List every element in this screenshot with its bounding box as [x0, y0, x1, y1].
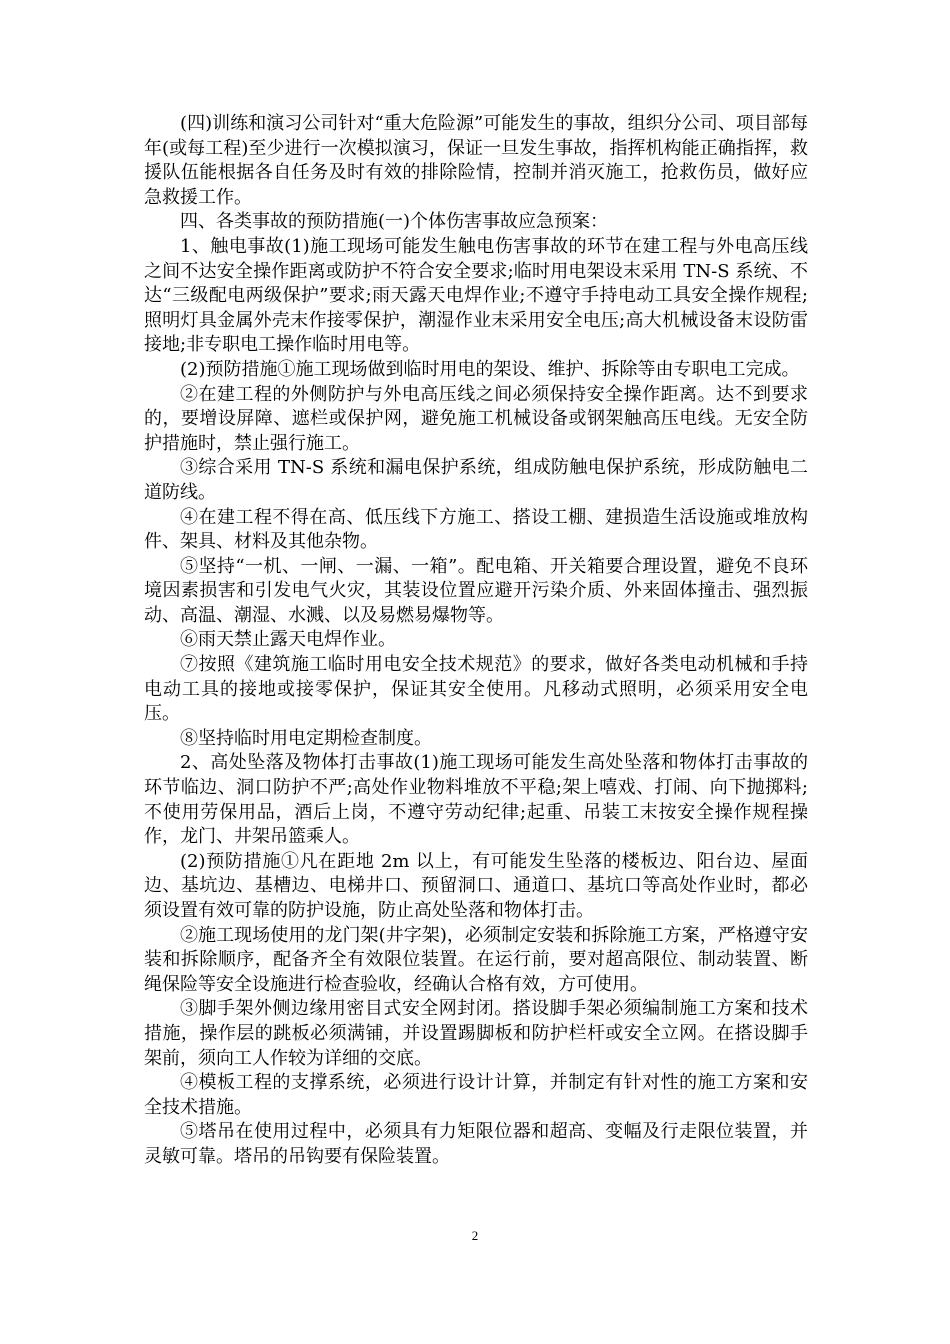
paragraph: (2)预防措施①凡在距地 2m 以上，有可能发生坠落的楼板边、阳台边、屋面边、基坑边、基槽边、电梯井口、预留洞口、通道口、基坑口等高处作业时，都必须设置有效可靠的防护设施，防止高处坠落和物体打击。 — [144, 850, 808, 921]
paragraph: ②施工现场使用的龙门架(井字架)，必须制定安装和拆除施工方案，严格遵守安装和拆除顺序，配备齐全有效限位装置。在运行前，要对超高限位、制动装置、断绳保险等安全设施进行检查验收，经确认合格有效，方可使用。 — [144, 924, 808, 995]
paragraph: ⑤坚持“一机、一闸、一漏、一箱”。配电箱、开关箱要合理设置，避免不良环境因素损害和引发电气火灾，其装设位置应避开污染介质、外来固体撞击、强烈振动、高温、潮湿、水溅、以及易燃易爆物等。 — [144, 555, 808, 626]
page-number: 2 — [471, 1228, 479, 1243]
paragraph: ⑤塔吊在使用过程中，必须具有力矩限位器和超高、变幅及行走限位装置，并灵敏可靠。塔吊的吊钩要有保险装置。 — [144, 1121, 808, 1167]
paragraph: 1、触电事故(1)施工现场可能发生触电伤害事故的环节在建工程与外电高压线之间不达安全操作距离或防护不符合安全要求;临时用电架设末采用 TN-S 系统、不达“三级配电两级保护”要求;雨天露天电焊作业;不遵守手持电动工具安全操作规程;照明灯具金属外壳末作接零保护，潮湿作业末采用安全电压;高大机械设备末设防雷接地;非专职电工操作临时用电等。 — [144, 235, 808, 356]
paragraph: ③综合采用 TN-S 系统和漏电保护系统，组成防触电保护系统，形成防触电二道防线。 — [144, 457, 808, 503]
paragraph: (四)训练和演习公司针对“重大危险源”可能发生的事故，组织分公司、项目部每年(或每工程)至少进行一次模拟演习，保证一旦发生事故，指挥机构能正确指挥，救援队伍能根据各自任务及时有效的排除险情，控制并消灭施工，抢救伤员，做好应急救援工作。 — [144, 113, 808, 208]
paragraph: ③脚手架外侧边缘用密目式安全网封闭。搭设脚手架必须编制施工方案和技术措施，操作层的跳板必须满铺，并设置踢脚板和防护栏杆或安全立网。在搭设脚手架前，须向工人作较为详细的交底。 — [144, 998, 808, 1069]
paragraph: 四、各类事故的预防措施(一)个体伤害事故应急预案： — [180, 211, 609, 233]
paragraph: 2、高处坠落及物体打击事故(1)施工现场可能发生高处坠落和物体打击事故的环节临边、洞口防护不严;高处作业物料堆放不平稳;架上嘻戏、打闹、向下抛掷料;不使用劳保用品，酒后上岗，不遵守劳动纪律;起重、吊装工末按安全操作规程操作，龙门、井架吊篮乘人。 — [144, 752, 808, 848]
paragraph: ②在建工程的外侧防护与外电高压线之间必须保持安全操作距离。达不到要求的，要增设屏障、遮栏或保护网，避免施工机械设备或钢架触高压电线。无安全防护措施时，禁止强行施工。 — [144, 383, 808, 454]
document-body — [144, 112, 808, 1170]
paragraph: (2)预防措施①施工现场做到临时用电的架设、维护、拆除等由专职电工完成。 — [180, 358, 800, 380]
paragraph: ⑧坚持临时用电定期检查制度。 — [180, 727, 432, 749]
paragraph: ⑥雨天禁止露天电焊作业。 — [180, 629, 396, 651]
paragraph: ⑦按照《建筑施工临时用电安全技术规范》的要求，做好各类电动机械和手持电动工具的接地或接零保护，保证其安全使用。凡移动式照明，必须采用安全电压。 — [144, 654, 808, 725]
paragraph: ④在建工程不得在高、低压线下方施工、搭设工棚、建损造生活设施或堆放构件、架具、材料及其他杂物。 — [144, 506, 808, 553]
paragraph: ④模板工程的支撑系统，必须进行设计计算，并制定有针对性的施工方案和安全技术措施。 — [144, 1072, 808, 1118]
